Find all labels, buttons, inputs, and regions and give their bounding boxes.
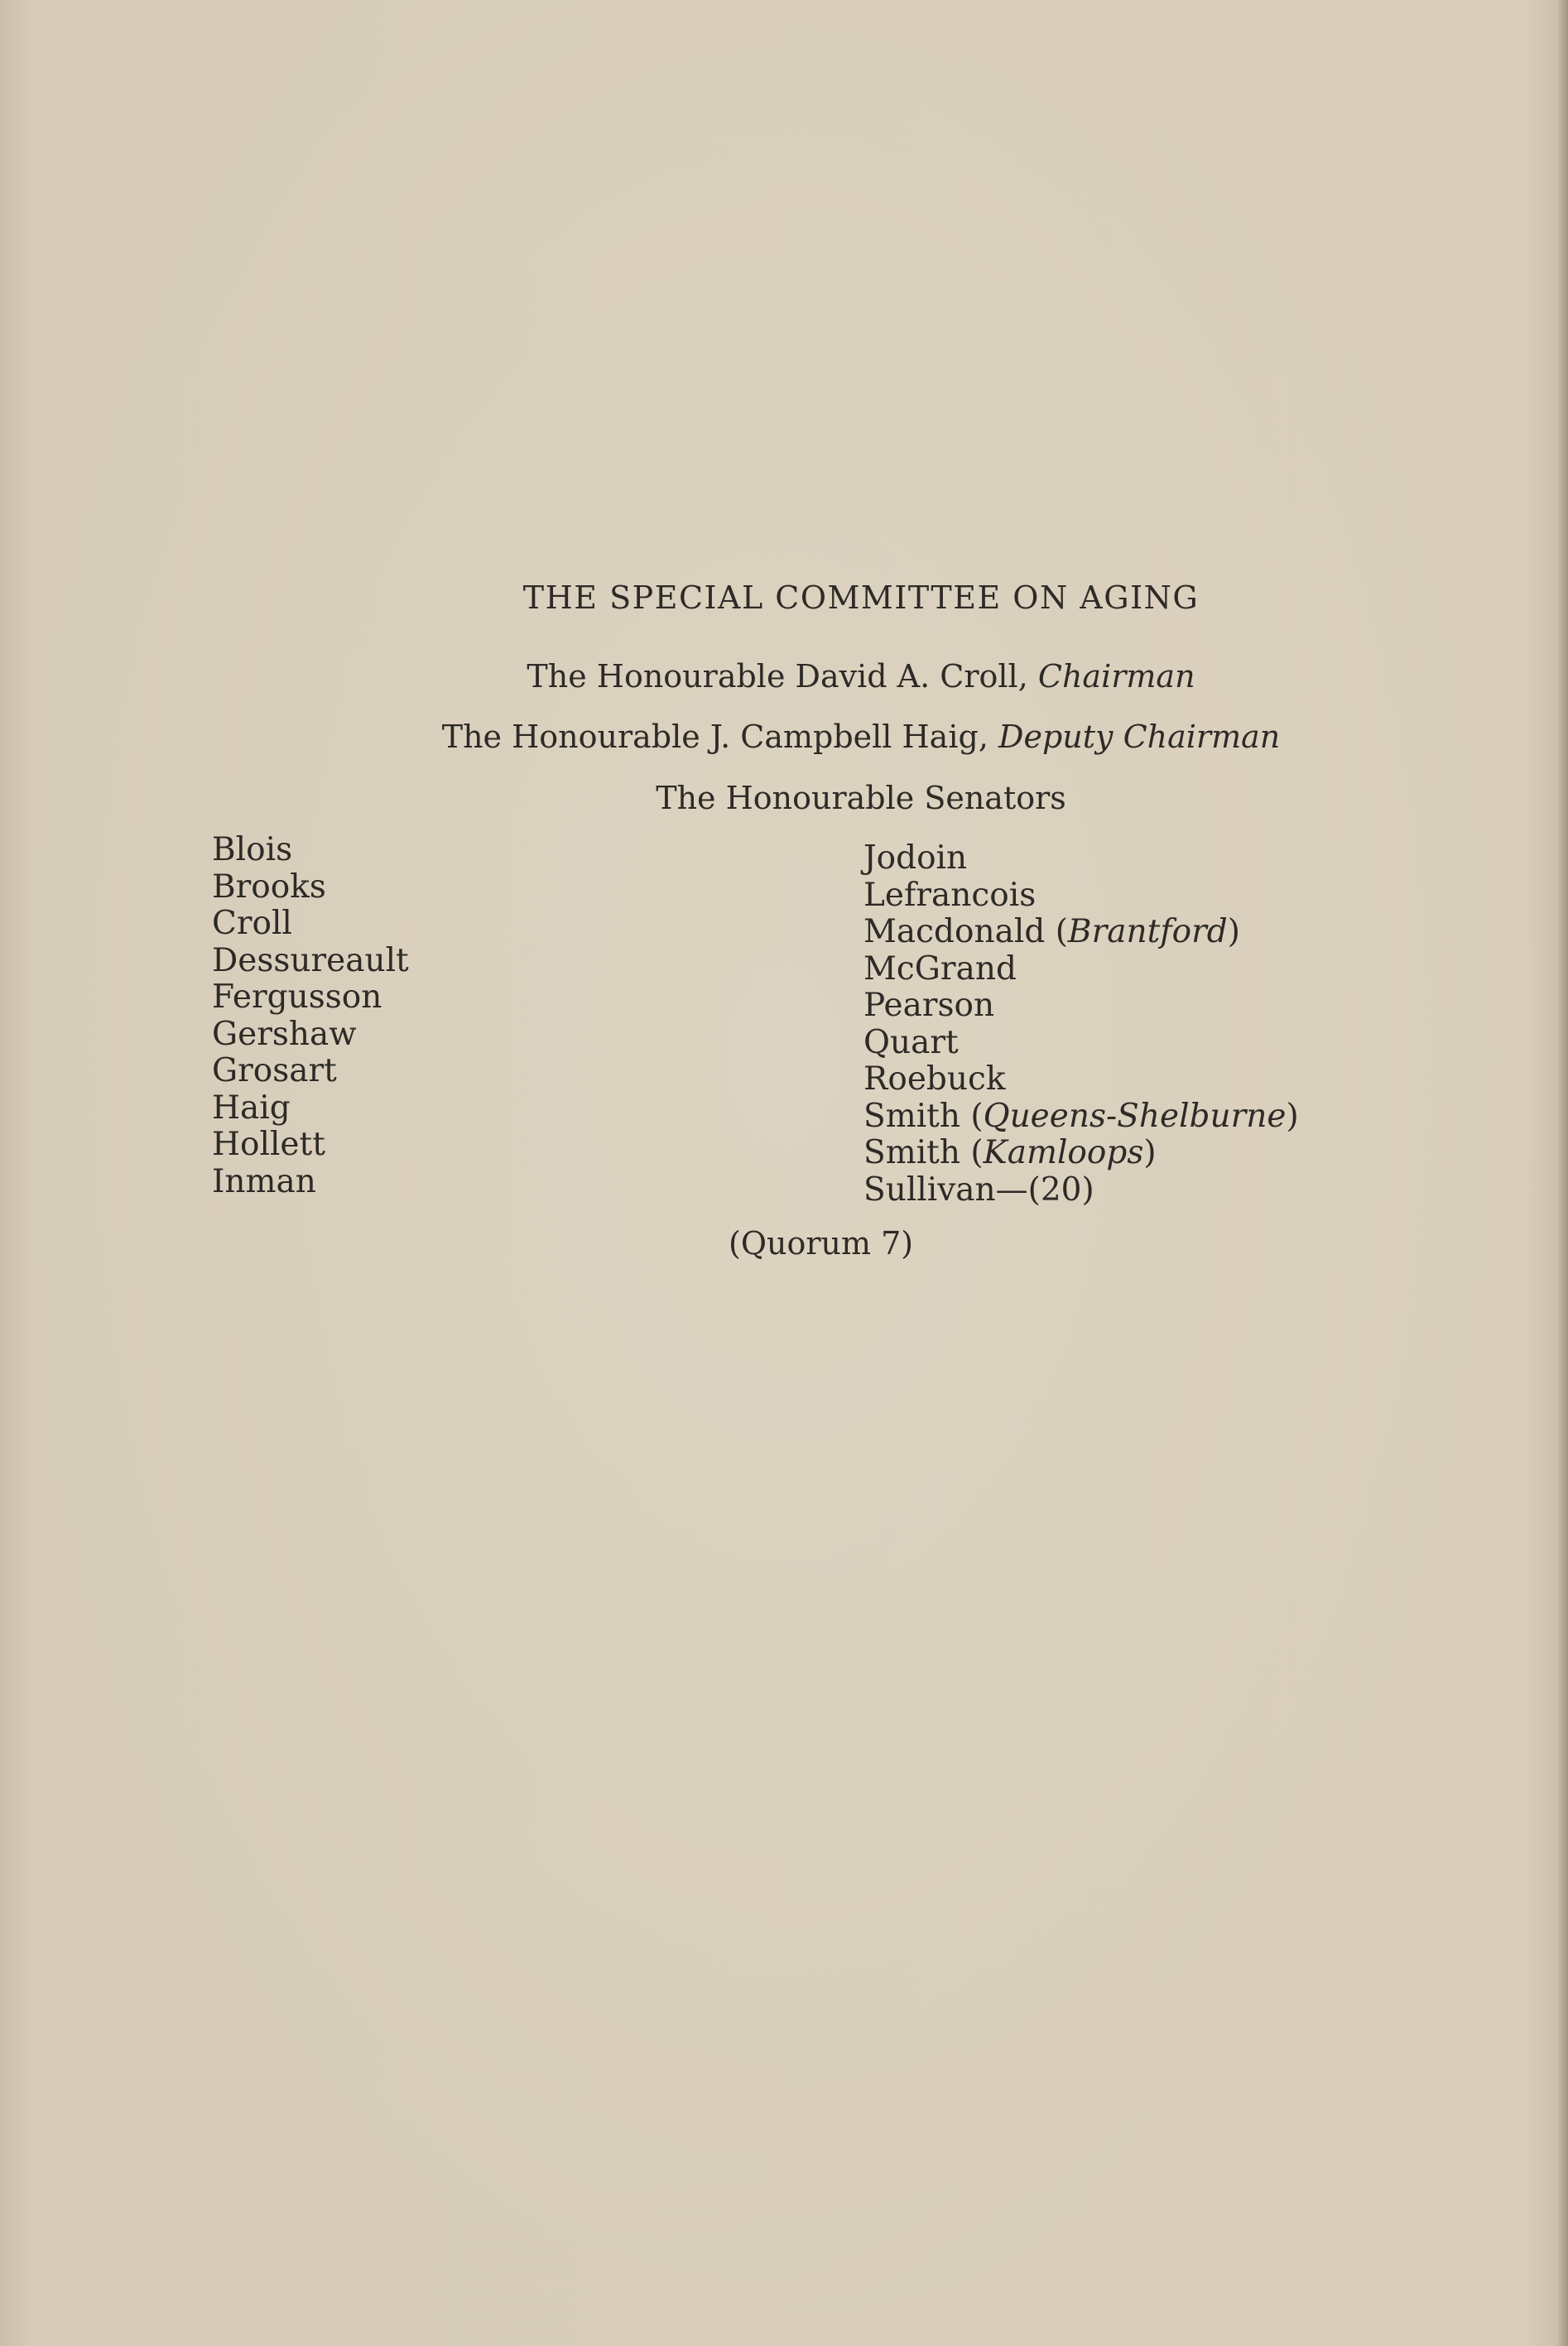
member-riding: (Queens-Shelburne) bbox=[970, 1097, 1299, 1135]
member-name: Macdonald bbox=[863, 913, 1046, 950]
quorum-note: (Quorum 7) bbox=[729, 1225, 914, 1262]
member-entry bbox=[863, 1061, 1299, 1098]
member-name: Grosart bbox=[212, 1052, 337, 1089]
chairman-line bbox=[0, 658, 1568, 695]
member-entry bbox=[863, 914, 1299, 951]
member-entry bbox=[863, 988, 1299, 1025]
senators-heading: The Honourable Senators bbox=[656, 780, 1066, 816]
member-entry bbox=[863, 1172, 1299, 1209]
member-entry bbox=[863, 877, 1299, 915]
member-riding-name: Brantford bbox=[1067, 913, 1228, 950]
member-name: McGrand bbox=[863, 949, 1017, 988]
member-name: Blois bbox=[212, 831, 293, 868]
member-name: Quart bbox=[863, 1023, 959, 1061]
members-left-column bbox=[212, 832, 409, 1200]
bleed-through-ghost bbox=[166, 513, 1407, 579]
member-name: Haig bbox=[212, 1089, 291, 1127]
member-riding-name: Kamloops bbox=[983, 1134, 1144, 1171]
member-name: Sullivan—(20) bbox=[863, 1171, 1094, 1209]
member-riding: (Kamloops) bbox=[970, 1134, 1157, 1171]
members-right-column bbox=[863, 840, 1299, 1209]
member-name: Inman bbox=[212, 1162, 316, 1200]
member-riding-name: Queens-Shelburne bbox=[983, 1097, 1287, 1135]
member-entry bbox=[863, 840, 1299, 877]
member-name: Dessureault bbox=[212, 941, 409, 979]
member-name: Brooks bbox=[212, 868, 326, 906]
member-entry bbox=[863, 951, 1299, 988]
member-name: Lefrancois bbox=[863, 876, 1037, 914]
member-name: Pearson bbox=[863, 987, 995, 1024]
deputy-chairman-name: The Honourable J. Campbell Haig, bbox=[441, 719, 988, 755]
committee-title: THE SPECIAL COMMITTEE ON AGING bbox=[522, 579, 1200, 616]
member-name: Hollett bbox=[212, 1126, 325, 1163]
member-entry bbox=[863, 1098, 1299, 1136]
member-name: Jodoin bbox=[863, 839, 968, 877]
deputy-chairman-role: Deputy Chairman bbox=[998, 719, 1281, 755]
member-name: Gershaw bbox=[212, 1015, 357, 1053]
member-name: Croll bbox=[212, 905, 292, 942]
page-spine-edge bbox=[1556, 0, 1568, 2346]
member-name: Smith bbox=[863, 1097, 960, 1135]
member-riding: (Brantford) bbox=[1055, 913, 1240, 950]
member-entry bbox=[863, 1135, 1299, 1172]
chairman-role: Chairman bbox=[1037, 658, 1195, 695]
member-name: Smith bbox=[863, 1134, 960, 1171]
member-name: Roebuck bbox=[863, 1060, 1006, 1098]
member-entry bbox=[863, 1025, 1299, 1062]
deputy-chairman-line bbox=[0, 719, 1568, 755]
chairman-name: The Honourable David A. Croll, bbox=[527, 658, 1028, 695]
member-name: Fergusson bbox=[212, 978, 382, 1016]
